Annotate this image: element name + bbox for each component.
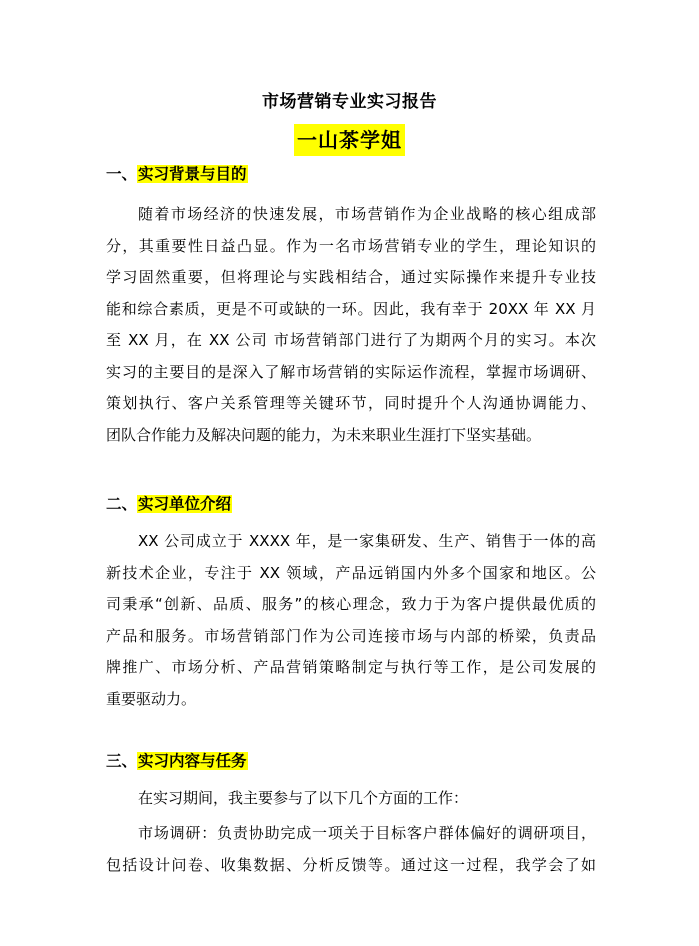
- paragraph-line: 分，其重要性日益凸显。作为一名市场营销专业的学生，理论知识的: [106, 236, 596, 255]
- paragraph-line: 策划执行、客户关系管理等关键环节，同时提升个人沟通协调能力、: [106, 394, 596, 412]
- paragraph-line: 市场调研：负责协助完成一项关于目标客户群体偏好的调研项目，: [138, 824, 596, 842]
- paragraph-line: 能和综合素质，更是不可或缺的一环。因此，我有幸于 20XX 年 XX 月: [106, 299, 596, 318]
- section-title-highlight: 实习背景与目的: [138, 165, 247, 183]
- paragraph-line: 在实习期间，我主要参与了以下几个方面的工作：: [138, 789, 469, 807]
- section-heading-background: [106, 161, 248, 187]
- section-paragraph-tasks-intro: [106, 783, 596, 815]
- paragraph-line: 学习固然重要，但将理论与实践相结合，通过实际操作来提升专业技: [106, 268, 596, 286]
- paragraph-line: 新技术企业，专注于 XX 领域，产品远销国内外多个国家和地区。公: [106, 563, 596, 582]
- section-paragraph-background: [106, 199, 596, 451]
- paragraph-line: 实习的主要目的是深入了解市场营销的实际运作流程，掌握市场调研、: [106, 362, 596, 381]
- document-author: [0, 124, 699, 158]
- section-number: 三、: [106, 752, 138, 770]
- paragraph-line: 产品和服务。市场营销部门作为公司连接市场与内部的桥梁，负责品: [106, 626, 596, 645]
- paragraph-line: 司秉承“创新、品质、服务”的核心理念，致力于为客户提供最优质的: [106, 595, 596, 613]
- paragraph-line: 随着市场经济的快速发展，市场营销作为企业战略的核心组成部: [138, 205, 596, 223]
- paragraph-line: 牌推广、市场分析、产品营销策略制定与执行等工作，是公司发展的: [106, 658, 596, 676]
- paragraph-line: 重要驱动力。: [106, 689, 197, 708]
- section-paragraph-company: [106, 526, 596, 715]
- section-title-highlight: 实习单位介绍: [138, 495, 232, 513]
- paragraph-line: 团队合作能力及解决问题的能力，为未来职业生涯打下坚实基础。: [106, 425, 542, 444]
- paragraph-line: 至 XX 月，在 XX 公司 市场营销部门进行了为期两个月的实习。本次: [106, 331, 596, 349]
- section-heading-tasks: [106, 748, 248, 774]
- paragraph-line: XX 公司成立于 XXXX 年，是一家集研发、生产、销售于一体的高: [138, 532, 596, 550]
- author-highlight: 一山茶学姐: [294, 124, 405, 156]
- document-title: 市场营销专业实习报告: [262, 92, 437, 112]
- paragraph-line: 包括设计问卷、收集数据、分析反馈等。通过这一过程，我学会了如: [106, 855, 596, 874]
- section-title-highlight: 实习内容与任务: [138, 752, 247, 770]
- section-paragraph-market-research: [106, 818, 596, 881]
- section-number: 二、: [106, 495, 138, 513]
- section-heading-company: [106, 491, 232, 517]
- section-number: 一、: [106, 165, 138, 183]
